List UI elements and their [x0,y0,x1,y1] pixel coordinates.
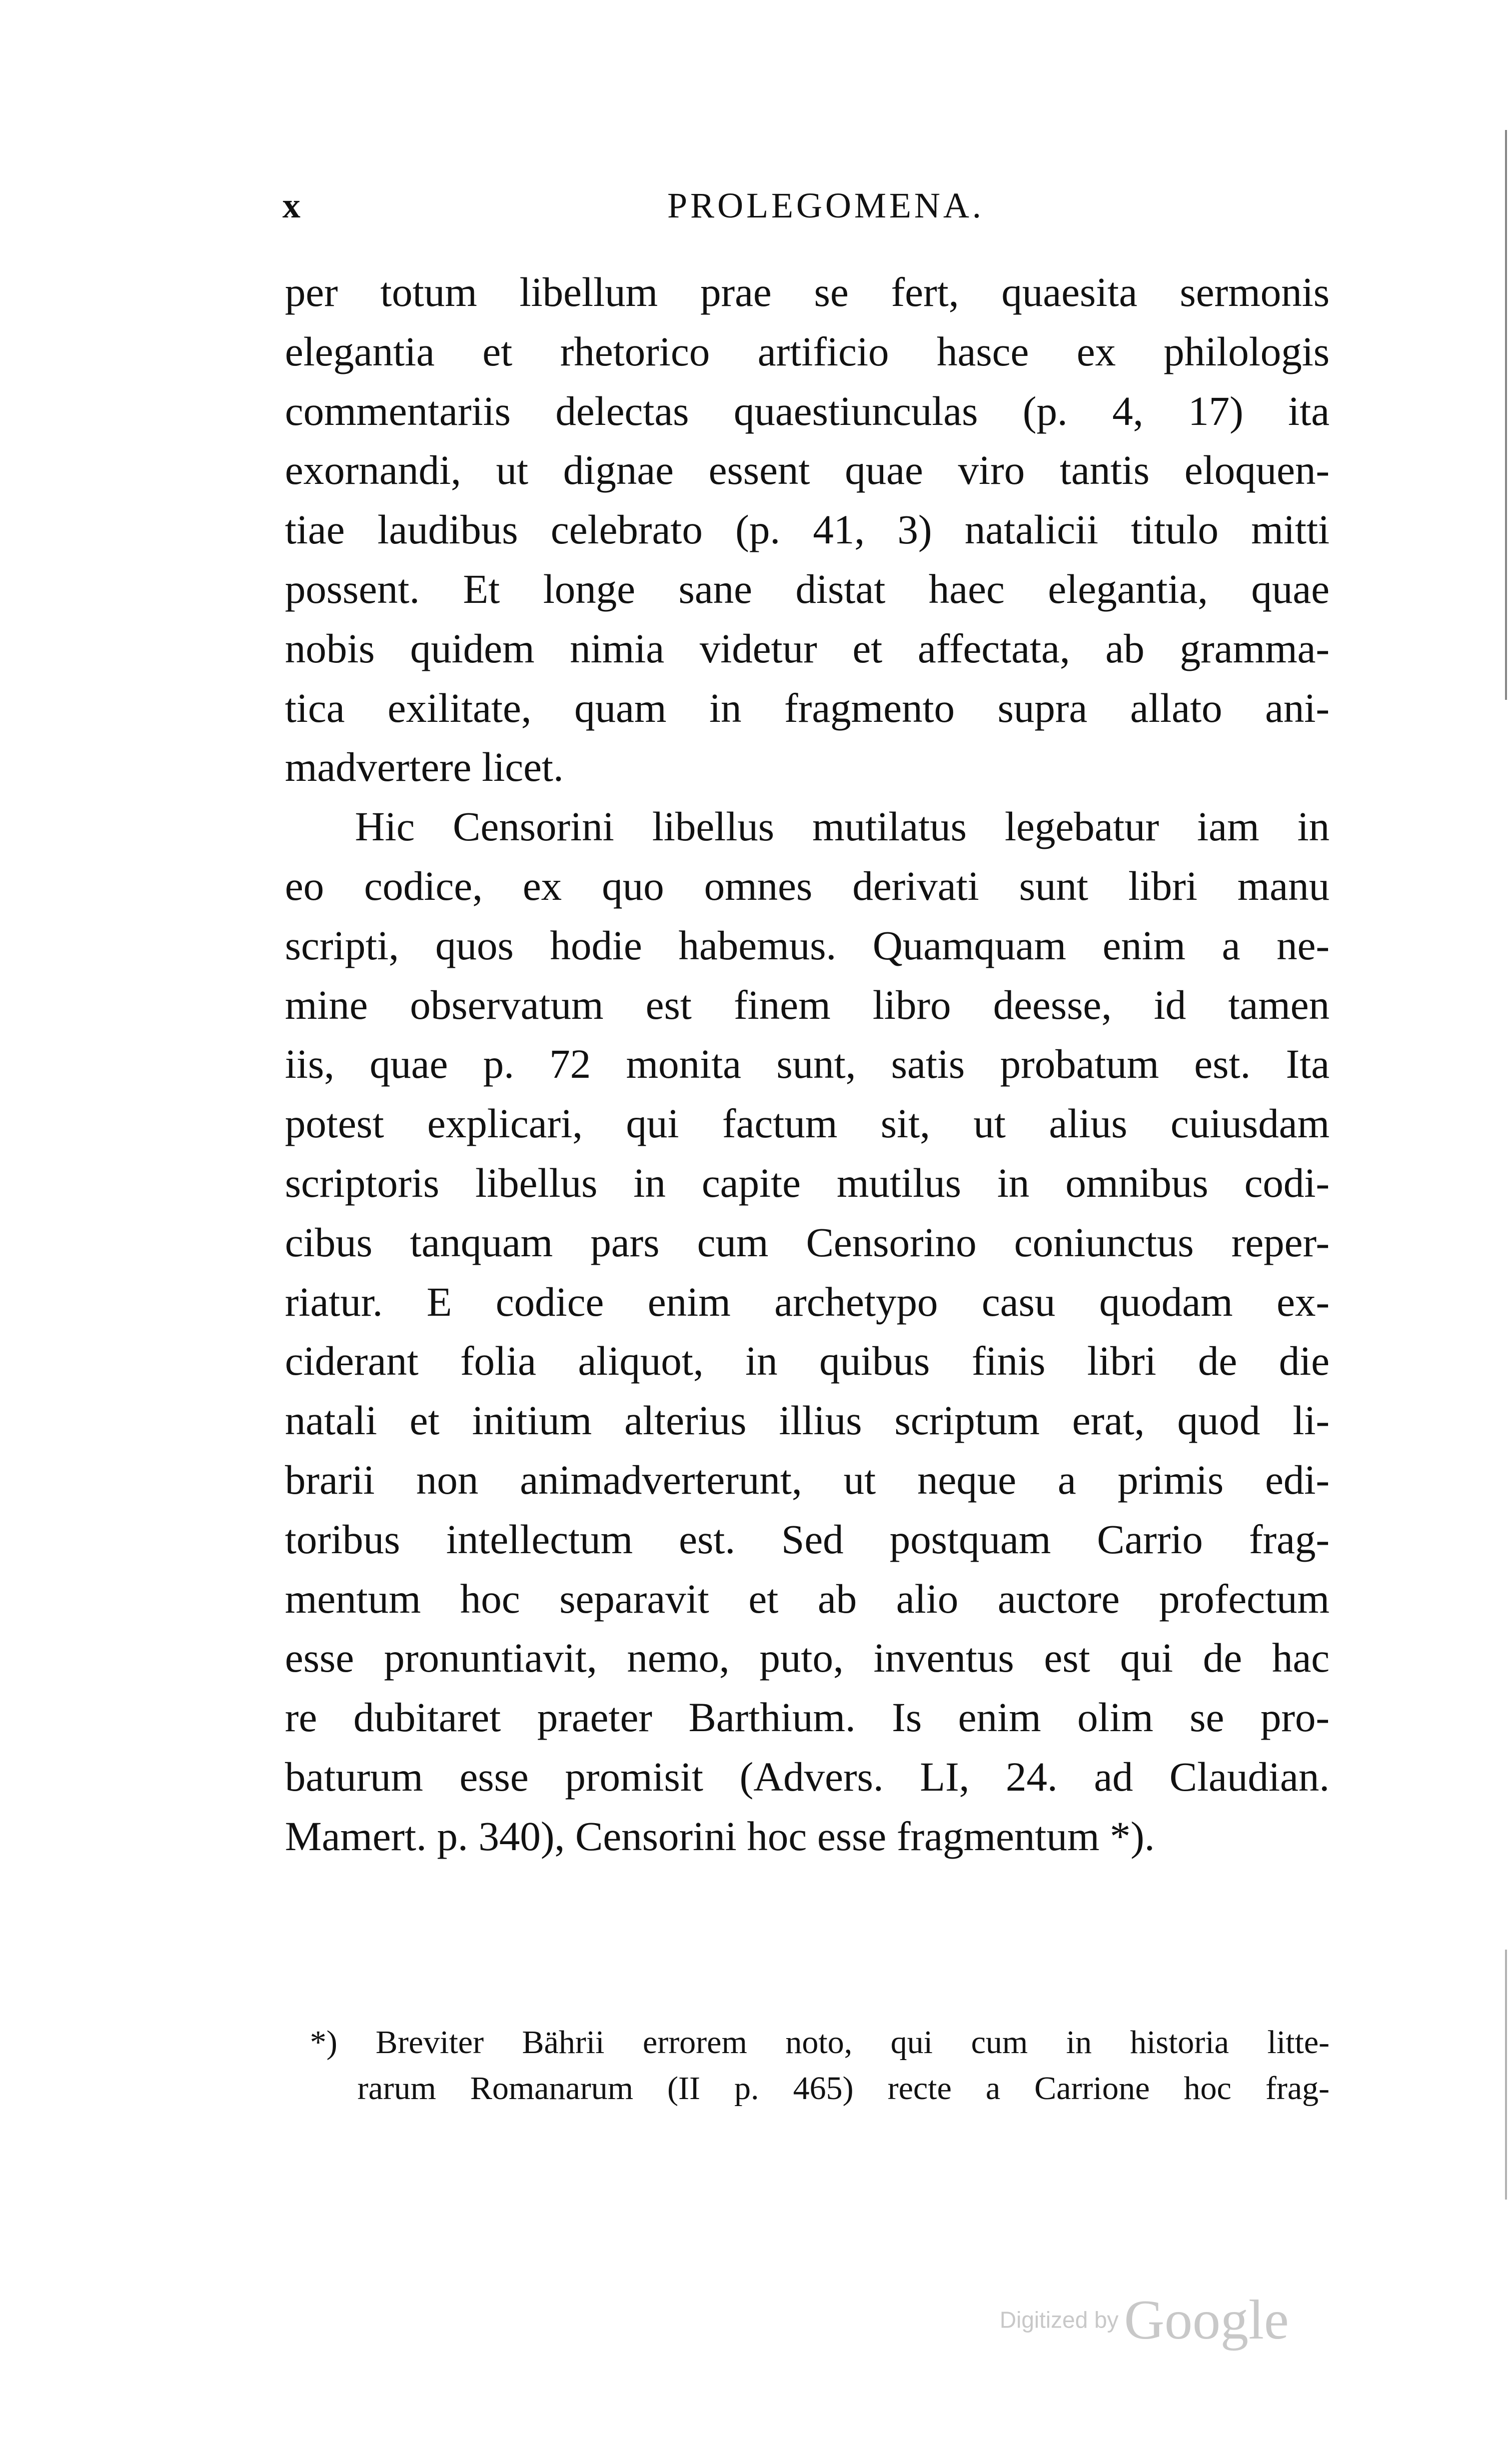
text-line: per totum libellum prae se fert, quaesita sermonis [285,269,1330,315]
text-line: natali et initium alterius illius scriptum erat, quod li- [285,1397,1330,1444]
text-line: mentum hoc separavit et ab alio auctore profectum [285,1575,1330,1622]
text-line: tica exilitate, quam in fragmento supra allato ani- [285,684,1330,731]
text-line: re dubitaret praeter Barthium. Is enim olim se pro- [285,1694,1330,1741]
text-line: possent. Et longe sane distat haec elegantia, quae [285,565,1330,612]
text-line: riatur. E codice enim archetypo casu quodam ex- [285,1278,1330,1325]
digitized-watermark [1000,2287,1289,2352]
text-line: commentariis delectas quaestiunculas (p. 4, 17) ita [285,387,1330,434]
watermark-prefix: Digitized by [1000,2307,1119,2333]
text-line: esse pronuntiavit, nemo, puto, inventus est qui de hac [285,1635,1330,1681]
text-line: scripti, quos hodie habemus. Quamquam enim a ne- [285,922,1330,968]
text-line: iis, quae p. 72 monita sunt, satis probatum est. Ita [285,1041,1330,1087]
text-line: exornandi, ut dignae essent quae viro tantis eloquen- [285,447,1330,493]
text-line: potest explicari, qui factum sit, ut alius cuiusdam [285,1100,1330,1147]
text-line: toribus intellectum est. Sed postquam Carrio frag- [285,1516,1330,1562]
text-line: baturum esse promisit (Advers. LI, 24. ad Claudian. [285,1753,1330,1800]
running-title: PROLEGOMENA. [667,185,985,225]
footnote [310,2020,1330,2112]
text-line: cibus tanquam pars cum Censorino coniunctus reper- [285,1219,1330,1265]
scan-edge-mark [1505,1950,1507,2200]
watermark-brand: Google [1124,2289,1289,2351]
text-line: tiae laudibus celebrato (p. 41, 3) natalicii titulo mitti [285,506,1330,553]
text-line: Mamert. p. 340), Censorini hoc esse fragmentum *). [285,1813,1155,1859]
text-line: scriptoris libellus in capite mutilus in omnibus codi- [285,1159,1330,1206]
text-line: eo codice, ex quo omnes derivati sunt libri manu [285,862,1330,909]
page-header [282,180,1330,235]
body-text [285,262,1330,1866]
text-line: elegantia et rhetorico artificio hasce ex philologis [285,328,1330,374]
text-line: nobis quidem nimia videtur et affectata, ab gramma- [285,625,1330,671]
footnote-line: *) Breviter Bährii errorem noto, qui cum in historia litte- [310,2024,1330,2061]
page-number: x [282,185,300,225]
footnote-line: rarum Romanarum (II p. 465) recte a Carrione hoc frag- [357,2070,1330,2107]
scan-edge-mark [1505,130,1507,700]
text-line: ciderant folia aliquot, in quibus finis libri de die [285,1338,1330,1384]
text-line: brarii non animadverterunt, ut neque a primis edi- [285,1456,1330,1503]
text-line: madvertere licet. [285,744,564,790]
text-line: mine observatum est finem libro deesse, id tamen [285,981,1330,1028]
text-line: Hic Censorini libellus mutilatus legebatur iam in [355,803,1330,850]
